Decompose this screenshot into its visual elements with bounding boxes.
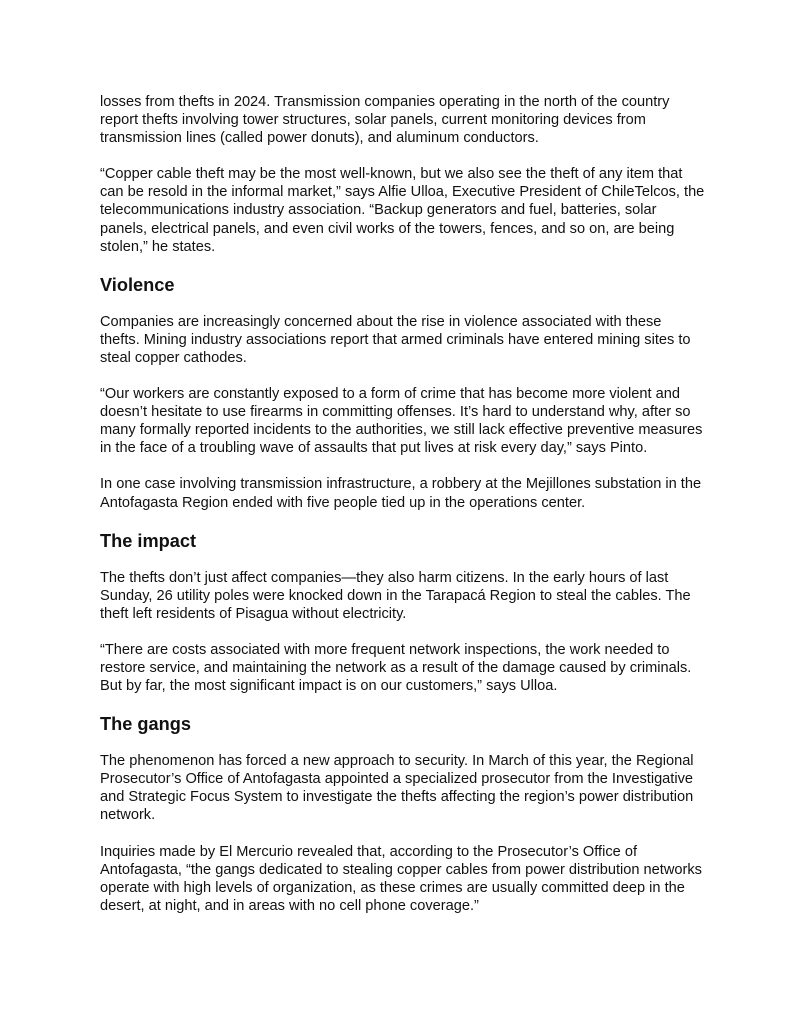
paragraph-intro-2: “Copper cable theft may be the most well-known, but we also see the theft of any item that can be resold in the informal market,” says Alfie Ulloa, Executive President of ChileTelcos, the telecommunications industry association. “Backup generators and fuel, batteries, solar panels, electrical panels, and even civil works of the towers, fences, and so on, are being stolen,” he states. [100, 166, 705, 255]
heading-violence: Violence [100, 274, 175, 295]
paragraph-intro-1: losses from thefts in 2024. Transmission companies operating in the north of the country report thefts involving tower structures, solar panels, current monitoring devices from transmission lines (called power donuts), and aluminum conductors. [100, 94, 670, 147]
paragraph-impact-1: The thefts don’t just affect companies—they also harm citizens. In the early hours of last Sunday, 26 utility poles were knocked down in the Tarapacá Region to steal the cables. The theft left residents of Pisagua without electricity. [100, 569, 691, 622]
paragraph-violence-1: Companies are increasingly concerned about the rise in violence associated with these thefts. Mining industry associations report that armed criminals have entered mining sites to steal copper cathodes. [100, 313, 691, 366]
paragraph-impact-2: “There are costs associated with more frequent network inspections, the work needed to restore service, and maintaining the network as a result of the damage caused by criminals. But by far, the most significant impact is on our customers,” says Ulloa. [100, 641, 692, 695]
paragraph-violence-3: In one case involving transmission infrastructure, a robbery at the Mejillones substation in the Antofagasta Region ended with five people tied up in the operations center. [100, 476, 702, 511]
heading-gangs: The gangs [100, 714, 191, 735]
document-page [100, 93, 705, 933]
paragraph-gangs-1: The phenomenon has forced a new approach to security. In March of this year, the Regional Prosecutor’s Office of Antofagasta appointed a specialized prosecutor from the Investigative and Strategic Focus System to investigate the thefts affecting the region’s power distribution network. [100, 753, 694, 824]
paragraph-gangs-2: Inquiries made by El Mercurio revealed that, according to the Prosecutor’s Office of Antofagasta, “the gangs dedicated to stealing copper cables from power distribution networks operate with high levels of organization, as these crimes are usually committed deep in the desert, at night, and in areas with no cell phone coverage.” [100, 843, 702, 914]
heading-impact: The impact [100, 530, 197, 551]
paragraph-violence-2: “Our workers are constantly exposed to a form of crime that has become more violent and doesn’t hesitate to use firearms in committing offenses. It’s hard to understand why, after so many formally reported incidents to the authorities, we still lack effective preventive measures in the face of a troubling wave of assaults that put lives at risk every day,” says Pinto. [100, 386, 703, 457]
